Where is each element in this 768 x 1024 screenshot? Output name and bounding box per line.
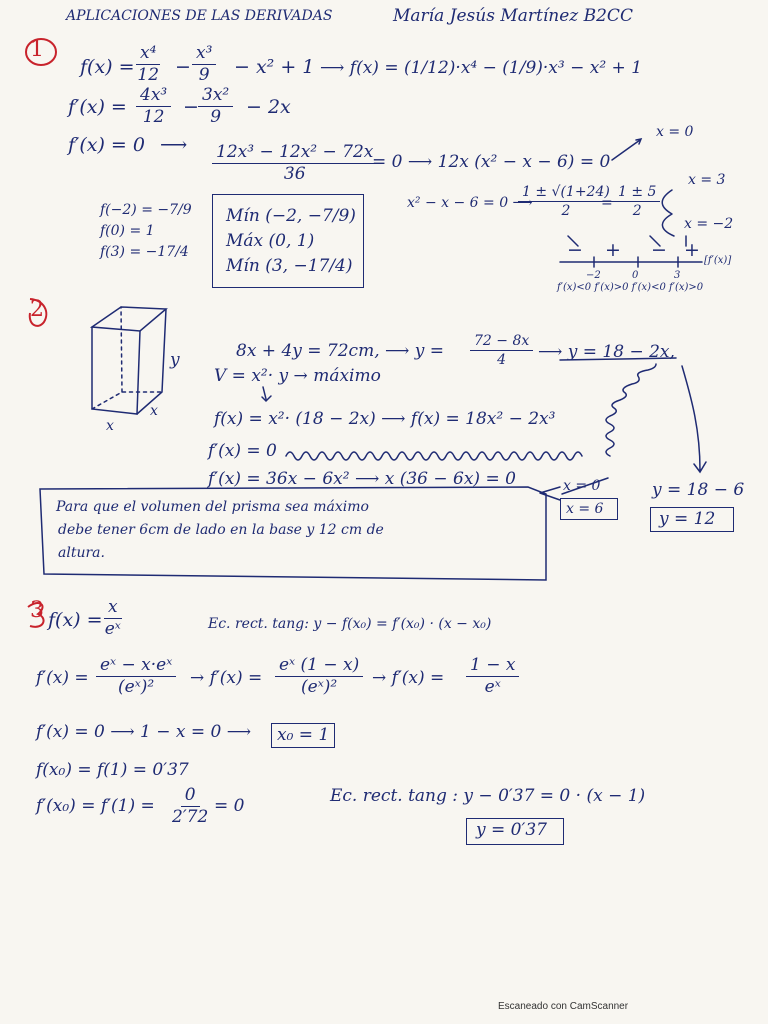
p1-tick-zero: 0: [632, 270, 639, 281]
prism-side-label: x: [150, 403, 158, 419]
scanner-footer: Escaneado con CamScanner: [498, 1001, 629, 1012]
p3-derivative-arrow-1: → f′(x) =: [190, 668, 263, 688]
p1-root-minus-two: x = −2: [684, 216, 734, 232]
p3-tangent-rule: Ec. rect. tang: y − f(x₀) = f′(x₀) · (x − x₀): [208, 616, 492, 632]
p1-function-tail: − x² + 1: [234, 56, 315, 78]
p2-y-expression: ⟶ y = 18 − 2x,: [538, 342, 675, 362]
p3-slope-tail: = 0: [214, 796, 245, 816]
prism-hidden-edges: [92, 307, 162, 409]
p1-extremum-2: Máx (0, 1): [226, 231, 315, 251]
p2-y-result: y = 12: [659, 509, 716, 529]
p1-tick-minus-two: −2: [586, 270, 601, 281]
p2-derivative-zero: f′(x) = 0: [208, 441, 277, 461]
p1-root-zero: x = 0: [656, 124, 694, 140]
p1-derivative-term2: $\frac{\text{3x²}}{9}$: [198, 86, 233, 127]
p1-derivative-lhs: f′(x) =: [68, 96, 127, 118]
p3-slope-fraction: $\frac{0}{2'72}$: [172, 785, 209, 827]
p1-sign-4: +: [684, 239, 700, 261]
p1-sign-label: [f′(x)]: [704, 255, 732, 266]
page-title: APLICACIONES DE LAS DERIVADAS: [66, 8, 333, 24]
p2-y-fraction: $\frac{72 - 8x}{4}$: [470, 333, 533, 368]
p1-minus-sign: −: [175, 56, 191, 78]
p3-slope-lhs: f′(x₀) = f′(1) =: [36, 796, 155, 816]
y-underline: [560, 358, 676, 360]
problem-2-number: 2: [30, 297, 44, 322]
p2-volume: V = x²· y → máximo: [214, 366, 381, 386]
p1-extremum-3: Mín (3, −17/4): [226, 256, 353, 276]
p1-value-3: f(3) = −17/4: [100, 244, 189, 260]
p2-root-six: x = 6: [566, 501, 604, 517]
problem-2-mark: [30, 299, 47, 326]
root-arrow: [612, 140, 640, 160]
problem-3-number: 3: [30, 598, 44, 623]
p3-derivative-step-2: $\frac{\text{eˣ (1 − x)}}{\text{(eˣ)²}}$: [275, 656, 363, 697]
scribble-horizontal: [286, 452, 582, 460]
p1-quadratic: x² − x − 6 = 0 ⟶: [407, 195, 533, 211]
p2-derivative: f′(x) = 36x − 6x² ⟶ x (36 − 6x) = 0: [208, 469, 516, 489]
p1-function-term1: $\frac{\text{x⁴}}{12}$: [137, 43, 160, 85]
p3-tangent-eq: Ec. rect. tang : y − 0′37 = 0 · (x − 1): [330, 786, 646, 806]
p1-minus-sign: −: [183, 96, 199, 118]
p1-critical-eq-fraction: $\frac{\text{12x³ − 12x² − 72x}}{36}$: [212, 143, 377, 184]
scribble-vertical: [606, 364, 656, 456]
p3-function-lhs: f(x) =: [48, 609, 103, 631]
root-brace: [662, 190, 674, 236]
p1-critical-eq-tail: = 0 ⟶ 12x (x² − x − 6) = 0: [372, 152, 611, 172]
p1-value-2: f(0) = 1: [100, 223, 155, 239]
p1-sign-2: +: [605, 239, 621, 261]
prism-side: [137, 309, 166, 414]
p1-root-three: x = 3: [688, 172, 726, 188]
p3-result: y = 0′37: [476, 820, 547, 840]
p1-derivative-term1: $\frac{\text{4x³}}{12}$: [136, 86, 171, 127]
p1-critical-eq-lhs: f′(x) = 0: [68, 134, 145, 156]
p1-sign-1: −: [567, 239, 583, 261]
p3-derivative-step-1: $\frac{\text{eˣ − x·eˣ}}{\text{(eˣ)²}}$: [96, 656, 176, 697]
p2-discarded-root: x = 0: [563, 478, 601, 494]
p2-function: f(x) = x²· (18 − 2x) ⟶ f(x) = 18x² − 2x³: [214, 409, 556, 429]
prism-height-label: y: [170, 350, 180, 370]
prism-front: [92, 327, 140, 414]
prism-base-label: x: [106, 418, 114, 434]
p3-derivative-arrow-2: → f′(x) =: [372, 668, 445, 688]
p1-sign-conditions: f′(x)<0 f′(x)>0 f′(x)<0 f′(x)>0: [557, 282, 704, 293]
prism-top: [92, 307, 166, 331]
p2-conclusion-line-1: Para que el volumen del prisma sea máximo: [56, 499, 369, 515]
p1-extremum-1: Mín (−2, −7/9): [226, 206, 356, 226]
p1-tick-three: 3: [674, 270, 681, 281]
p1-function-term2: $\frac{\text{x³}}{9}$: [192, 44, 216, 85]
p1-function-lhs: f(x) =: [80, 56, 135, 78]
p1-derivative-tail: − 2x: [246, 96, 291, 118]
p3-f-value: f(x₀) = f(1) = 0′37: [36, 760, 189, 780]
y-arrow: [682, 366, 706, 472]
p1-quadratic-simplified: $\frac{1 \pm 5}{2}$: [614, 184, 660, 219]
problem-3-mark: [28, 598, 44, 627]
p1-quadratic-formula: $\frac{1 \pm √(1+24)}{2}$: [518, 184, 614, 219]
problem-1-circle: [26, 39, 56, 65]
p1-function-rewrite: ⟶ f(x) = (1/12)·x⁴ − (1/9)·x³ − x² + 1: [320, 58, 643, 78]
p1-equals-sign: =: [601, 195, 613, 211]
author-name: María Jesús Martínez B2CC: [393, 6, 633, 26]
p2-conclusion-line-3: altura.: [58, 545, 105, 561]
p2-constraint: 8x + 4y = 72cm, ⟶ y =: [236, 341, 445, 361]
p3-x0: x₀ = 1: [277, 725, 330, 745]
p1-value-1: f(−2) = −7/9: [100, 202, 192, 218]
arrow-icon: ⟶: [160, 134, 188, 156]
p3-critical-eq: f′(x) = 0 ⟶ 1 − x = 0 ⟶: [36, 722, 252, 742]
conclusion-box: [40, 487, 546, 580]
down-arrow: [262, 387, 271, 401]
p2-conclusion-line-2: debe tener 6cm de lado en la base y 12 cm de: [58, 522, 384, 538]
p3-function-fraction: $\frac{x}{\text{eˣ}}$: [104, 597, 121, 639]
strike-through: [562, 478, 608, 494]
p3-derivative-lhs: f′(x) =: [36, 668, 89, 688]
p2-y-calc: y = 18 − 6: [652, 480, 745, 500]
sign-chart-arrows: [568, 236, 686, 246]
p1-sign-3: −: [651, 239, 667, 261]
p3-derivative-step-3: $\frac{1 - x}{\text{eˣ}}$: [466, 656, 519, 697]
problem-1-number: 1: [30, 37, 44, 62]
